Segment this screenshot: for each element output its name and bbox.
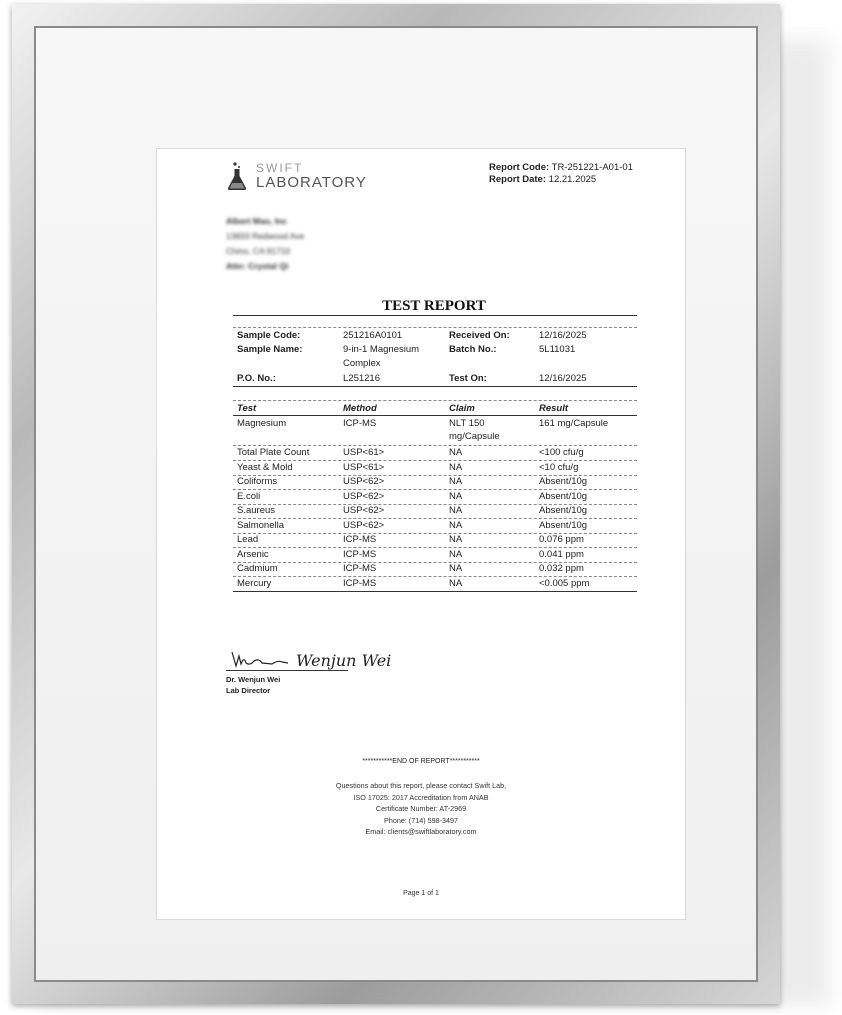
table-cell-method: ICP-MS	[343, 563, 377, 574]
test-on-label: Test On:	[449, 373, 487, 384]
col-header-result: Result	[539, 403, 569, 414]
received-label: Received On:	[449, 330, 510, 341]
sample-name-label: Sample Name:	[237, 344, 303, 355]
footer-line: Phone: (714) 598-3497	[384, 815, 458, 825]
table-cell-claim: NA	[449, 519, 463, 531]
report-code: TR-251221-A01-01	[551, 162, 633, 173]
test-report-document	[156, 148, 686, 920]
signature-line	[226, 670, 348, 671]
address-line: Chino, CA 91710	[226, 246, 291, 256]
signature-script: Wenjun Wei	[296, 651, 392, 670]
table-cell-test: Yeast & Mold	[237, 461, 293, 473]
table-cell-test: Magnesium	[237, 418, 287, 429]
table-cell-test: Mercury	[237, 577, 272, 589]
footer-line: Questions about this report, please contact Swift Lab,	[335, 781, 507, 790]
table-cell-result: 161 mg/Capsule	[539, 418, 609, 429]
col-header-claim: Claim	[449, 403, 475, 414]
test-on-date: 12/16/2025	[539, 373, 587, 384]
row-divider	[233, 445, 637, 446]
table-cell-test: Arsenic	[237, 548, 269, 560]
report-title: TEST REPORT	[382, 298, 486, 314]
table-cell-test: Lead	[237, 534, 259, 545]
table-cell-claim: NA	[449, 447, 463, 458]
sample-name-line1: 9-in-1 Magnesium	[343, 344, 420, 355]
signer-name: Dr. Wenjun Wei	[226, 675, 281, 684]
header-rule	[233, 415, 637, 416]
report-code-label: Report Code:	[489, 162, 550, 173]
batch-number: 5L11031	[539, 344, 576, 355]
table-cell-method: ICP-MS	[343, 577, 377, 589]
mat-board	[36, 28, 756, 980]
table-cell-method: USP<61>	[343, 461, 385, 473]
footer-line: Email: clients@swiftlaboratory.com	[365, 827, 477, 836]
table-cell-method: ICP-MS	[343, 548, 377, 560]
report-date-label: Report Date:	[489, 174, 547, 185]
table-cell-method: USP<62>	[343, 519, 385, 531]
table-cell-result: Absent/10g	[539, 519, 588, 531]
table-cell-claim: NLT 150	[449, 418, 485, 429]
table-cell-claim-cont: mg/Capsule	[449, 431, 500, 442]
table-cell-result: 0.032 ppm	[539, 563, 584, 574]
flask-icon	[226, 161, 248, 191]
table-cell-claim: NA	[449, 476, 463, 487]
footer-line: Certificate Number: AT-2969	[375, 804, 467, 813]
table-cell-result: <10 cfu/g	[539, 461, 579, 473]
col-header-method: Method	[343, 403, 377, 414]
table-cell-result: Absent/10g	[539, 505, 588, 516]
table-cell-test: Cadmium	[237, 563, 278, 574]
page-number: Page 1 of 1	[403, 890, 439, 897]
table-cell-claim: NA	[449, 548, 463, 560]
logo-wordmark-bottom: LABORATORY	[256, 174, 367, 191]
swift-laboratory-logo	[226, 158, 367, 194]
table-cell-method: ICP-MS	[343, 534, 377, 545]
address-line: Albert Mao, Inc	[226, 216, 287, 226]
po-label: P.O. No.:	[237, 373, 276, 384]
table-cell-test: S.aureus	[237, 505, 276, 516]
table-cell-claim: NA	[449, 534, 463, 545]
col-header-test: Test	[237, 403, 257, 414]
table-cell-result: 0.041 ppm	[539, 548, 584, 560]
sample-code-label: Sample Code:	[237, 330, 301, 341]
sample-code: 251216A0101	[343, 330, 403, 341]
table-cell-method: USP<62>	[343, 505, 385, 516]
frame-rebate	[34, 26, 758, 982]
report-code-block	[489, 162, 633, 186]
table-cell-result: <0.005 ppm	[539, 577, 590, 589]
logo-wordmark-top: SWIFT	[256, 161, 304, 175]
signer-role: Lab Director	[226, 686, 271, 695]
table-cell-method: USP<61>	[343, 447, 385, 458]
table-cell-test: E.coli	[237, 490, 261, 502]
table-cell-claim: NA	[449, 490, 463, 502]
sample-divider	[233, 327, 637, 328]
table-cell-claim: NA	[449, 461, 463, 473]
table-cell-test: Salmonella	[237, 519, 284, 531]
sample-bottom-rule	[233, 386, 637, 387]
sample-name-line2: Complex	[343, 358, 381, 369]
received-date: 12/16/2025	[539, 330, 587, 341]
table-cell-method: ICP-MS	[343, 418, 377, 429]
address-line: Attn: Crystal Qi	[226, 261, 289, 271]
table-cell-test: Coliforms	[237, 476, 278, 487]
table-cell-method: USP<62>	[343, 476, 385, 487]
title-rule	[233, 315, 637, 316]
row-divider	[233, 591, 637, 592]
address-line: 13833 Redwood Ave	[226, 231, 305, 241]
footer-line: ISO 17025: 2017 Accreditation from ANAB	[353, 792, 489, 802]
table-cell-result: Absent/10g	[539, 476, 588, 487]
table-cell-claim: NA	[449, 563, 463, 574]
end-of-report: ***********END OF REPORT***********	[362, 758, 480, 765]
report-footer	[156, 780, 686, 838]
results-top-divider	[233, 400, 637, 401]
report-date: 12.21.2025	[548, 174, 597, 185]
table-cell-result: 0.076 ppm	[539, 534, 584, 545]
client-address-blurred	[226, 214, 304, 274]
table-cell-method: USP<62>	[343, 490, 385, 502]
table-cell-claim: NA	[449, 505, 463, 516]
table-cell-result: Absent/10g	[539, 490, 588, 502]
po-number: L251216	[343, 373, 380, 384]
table-cell-result: <100 cfu/g	[539, 447, 584, 458]
table-cell-claim: NA	[449, 577, 463, 589]
batch-label: Batch No.:	[449, 344, 497, 355]
picture-frame	[12, 4, 780, 1004]
table-cell-test: Total Plate Count	[237, 447, 310, 458]
